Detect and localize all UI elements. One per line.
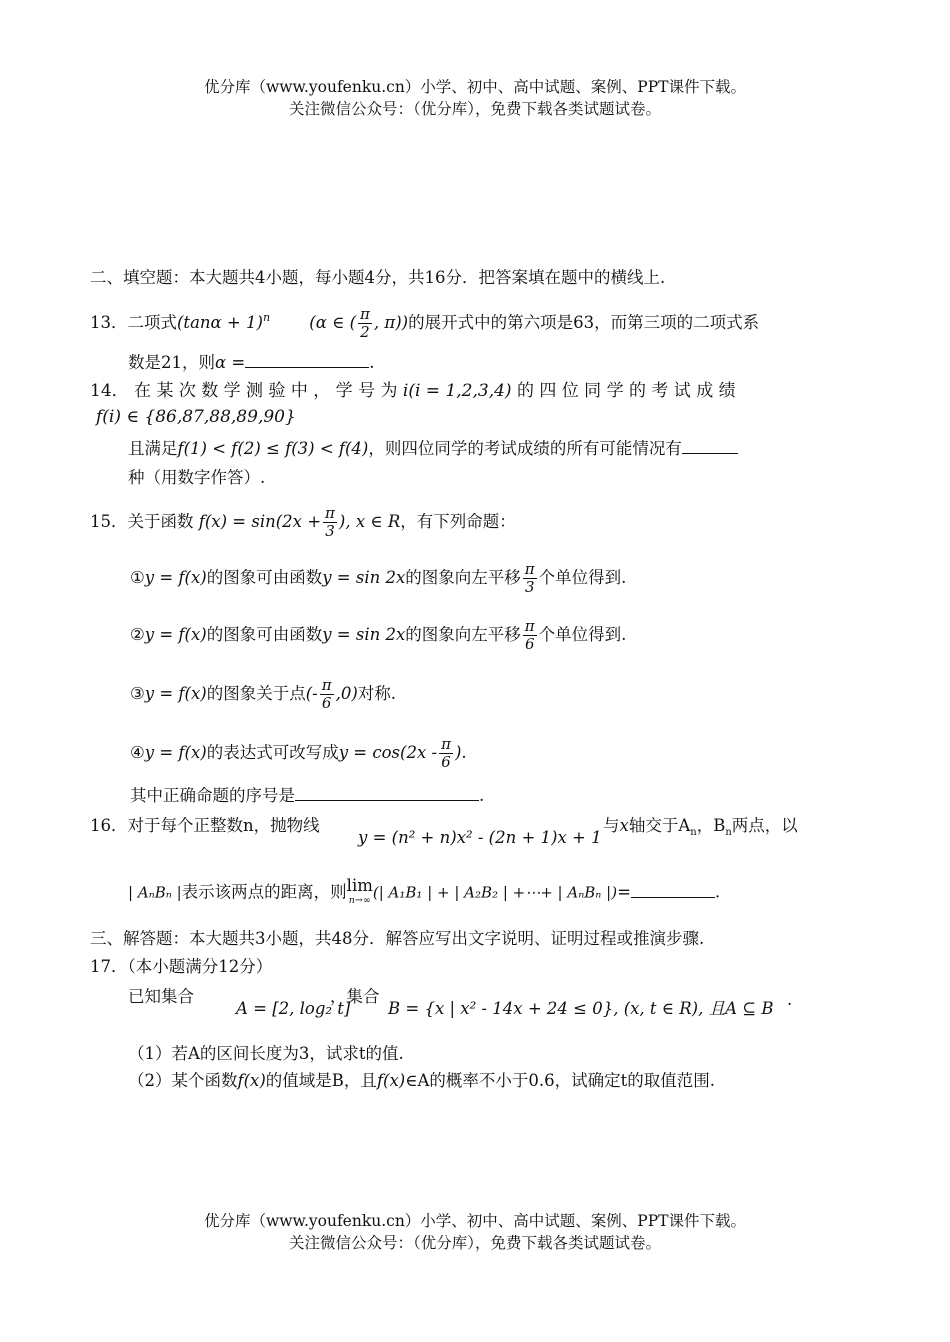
q15-s1-text-3: 个单位得到. xyxy=(538,568,627,587)
q16-x-var: x xyxy=(619,816,629,835)
q16-text-6: 表示该两点的距离，则 xyxy=(181,882,347,902)
q15-fraction-pi-over-3 xyxy=(323,505,337,540)
question-14-line-4: 种（用数字作答）. xyxy=(128,468,266,487)
q15-frac-num: π xyxy=(325,504,335,522)
q15-s1-frac-den: 3 xyxy=(524,578,535,596)
q15-s1-text-2: 的图象向左平移 xyxy=(405,568,521,587)
q16-lim-word: lim xyxy=(346,876,373,895)
q13-frac-den: 2 xyxy=(360,323,370,341)
q15-s2-func: y = f(x) xyxy=(144,625,207,644)
q15-s1-marker: ① xyxy=(130,568,145,587)
question-14-line-3 xyxy=(128,436,738,461)
question-14-line-2: f(i) ∈ {86,87,88,89,90} xyxy=(96,407,296,427)
question-15-line-1 xyxy=(90,505,516,540)
q15-s2-sin: y = sin 2x xyxy=(322,625,406,644)
footer-line-2: 关注微信公众号：（优分库），免费下载各类试题试卷。 xyxy=(288,1234,661,1252)
footer-line-1: 优分库（www.youfenku.cn）小学、初中、高中试题、案例、PPT课件下载。 xyxy=(203,1212,747,1230)
q15-s1-text-1: 的图象可由函数 xyxy=(206,568,323,587)
q17-p2-text-2: 的值域是B，且 xyxy=(265,1071,377,1090)
q15-s4-fraction xyxy=(439,736,453,771)
q15-s2-text-3: 个单位得到. xyxy=(538,625,627,644)
q13-text-1: 二项式 xyxy=(127,313,177,332)
q17-set-a: A = [2, log₂ t] xyxy=(236,999,351,1018)
q15-s3-marker: ③ xyxy=(130,684,145,703)
q15-s4-cos-end: ) xyxy=(454,743,462,762)
q14-condition: f(1) < f(2) ≤ f(3) < f(4) xyxy=(177,439,369,458)
q16-distance-notation: | AₙBₙ | xyxy=(128,883,182,902)
q16-answer-blank[interactable] xyxy=(631,880,715,898)
q16-sub-n-2: n xyxy=(725,827,732,838)
q13-exponent: n xyxy=(262,311,271,324)
question-16-line-2 xyxy=(128,878,720,908)
q15-s4-func: y = f(x) xyxy=(144,743,207,762)
q15-s4-marker: ④ xyxy=(130,743,145,762)
q16-parabola-eq: y = (n² + n)x² - (2n + 1)x + 1 xyxy=(358,828,602,847)
q15-s4-frac-den: 6 xyxy=(441,753,451,771)
q16-lim-subscript: n→∞ xyxy=(348,895,371,906)
q15-statement-2 xyxy=(130,618,626,653)
q15-s3-func: y = f(x) xyxy=(144,684,207,703)
header-line-1: 优分库（www.youfenku.cn）小学、初中、高中试题、案例、PPT课件下载。 xyxy=(203,78,747,96)
q14-text-3a: 且满足 xyxy=(128,439,178,458)
q16-line-1-tail xyxy=(603,814,798,845)
q17-text-1: （本小题满分12分） xyxy=(127,957,273,976)
section-3-title: 三、解答题：本大题共3小题，共48分．解答应写出文字说明、证明过程或推演步骤. xyxy=(90,929,705,948)
q16-end: . xyxy=(714,882,721,902)
question-17-line-1 xyxy=(90,955,272,979)
q15-statement-3 xyxy=(130,677,396,712)
q13-answer-blank[interactable] xyxy=(245,350,369,368)
q13-condition-start: (α ∈ ( xyxy=(309,313,357,332)
q17-set-b: B = {x | x² - 14x + 24 ≤ 0}, (x, t ∈ R), 且A ⊆ B xyxy=(388,999,774,1018)
q15-s1-frac-num: π xyxy=(524,560,535,578)
q15-frac-den: 3 xyxy=(325,522,335,540)
q15-s4-cos-start: y = cos(2x - xyxy=(338,743,438,762)
q15-answer-blank[interactable] xyxy=(295,783,479,801)
q16-sub-n-1: n xyxy=(690,827,697,838)
q14-text-3b: ，则四位同学的考试成绩的所有可能情况有 xyxy=(368,439,682,458)
q15-s4-text-2: . xyxy=(461,743,467,762)
q13-end: . xyxy=(369,353,375,372)
q15-s1-func: y = f(x) xyxy=(144,568,207,587)
q15-s3-point-start: (- xyxy=(305,684,318,703)
q15-s3-text-1: 的图象关于点 xyxy=(206,684,306,703)
q16-text-1: 对于每个正整数n，抛物线 xyxy=(127,816,320,835)
q16-sum-expr: (| A₁B₁ | + | A₂B₂ | +⋯+ | AₙBₙ |) xyxy=(372,883,618,902)
q15-s2-fraction xyxy=(523,618,537,653)
q13-fraction-pi-over-2 xyxy=(358,306,372,341)
q15-s2-text-2: 的图象向左平移 xyxy=(405,625,521,644)
question-13-line-1 xyxy=(90,306,759,341)
q13-condition-end: , π)) xyxy=(373,313,409,332)
q16-number: 16． xyxy=(90,816,128,835)
q17-p2-text-3: ∈A的概率不小于0.6，试确定t的取值范围. xyxy=(405,1071,715,1090)
q13-frac-num: π xyxy=(360,305,370,323)
q15-text-2: ，有下列命题： xyxy=(400,512,516,531)
q15-s2-text-1: 的图象可由函数 xyxy=(206,625,323,644)
q17-number: 17． xyxy=(90,957,128,976)
q14-text-1: 14． 在 某 次 数 学 测 验 中 ， 学 号 为 xyxy=(90,381,398,401)
q15-statement-1 xyxy=(130,561,626,596)
q15-s4-text-1: 的表达式可改写成 xyxy=(206,743,339,762)
q14-index-expr: i(i = 1,2,3,4) xyxy=(402,381,512,401)
q15-s3-frac-num: π xyxy=(321,676,332,694)
question-17-line-2-label: 已知集合 xyxy=(128,987,194,1006)
q15-last-end: . xyxy=(479,786,485,805)
q15-s3-fraction xyxy=(320,677,334,712)
q15-s2-frac-den: 6 xyxy=(524,635,535,653)
question-14-line-1 xyxy=(90,379,736,403)
q15-s3-frac-den: 6 xyxy=(321,694,332,712)
q15-s1-sin: y = sin 2x xyxy=(322,568,406,587)
q13-text-2: 的展开式中的第六项是63，而第三项的二项式系 xyxy=(408,313,760,332)
q17-text-3: ，集合 xyxy=(330,987,380,1006)
q16-text-5: 两点，以 xyxy=(731,816,798,835)
q15-function-start: f(x) = sin(2x + xyxy=(198,512,322,531)
q13-answer-label: α = xyxy=(215,353,246,372)
q16-limit xyxy=(347,878,373,908)
q15-last-text: 其中正确命题的序号是 xyxy=(130,786,295,805)
q13-number: 13． xyxy=(90,313,128,332)
q15-s3-text-2: 对称. xyxy=(357,684,397,703)
q15-s3-point-end: ,0) xyxy=(335,684,358,703)
q16-text-4: ，B xyxy=(696,816,726,835)
q13-binomial-expr: (tanα + 1) xyxy=(177,313,263,332)
q16-text-2: 与 xyxy=(603,816,620,835)
q16-text-3: 轴交于A xyxy=(628,816,691,835)
q16-equals: = xyxy=(617,882,631,902)
q15-s2-marker: ② xyxy=(130,625,145,644)
q14-text-1b: 的 四 位 同 学 的 考 试 成 绩 xyxy=(516,381,736,401)
q15-text-1: 关于函数 xyxy=(127,512,194,531)
q15-s4-frac-num: π xyxy=(441,735,451,753)
q17-set-end: . xyxy=(787,990,793,1009)
q17-p2-func-2: f(x) xyxy=(376,1071,406,1090)
q17-part-2 xyxy=(128,1069,715,1093)
q17-p2-text-1: （2）某个函数 xyxy=(128,1071,238,1090)
q15-statement-4 xyxy=(130,736,467,771)
question-13-line-2 xyxy=(128,350,374,375)
q15-last-line xyxy=(130,783,484,808)
q15-number: 15． xyxy=(90,512,128,531)
section-2-title: 二、填空题：本大题共4小题，每小题4分，共16分．把答案填在题中的横线上. xyxy=(90,268,666,287)
q15-s1-fraction xyxy=(523,561,537,596)
header-line-2: 关注微信公众号：（优分库），免费下载各类试题试卷。 xyxy=(288,100,661,118)
question-16-line-1 xyxy=(90,814,320,838)
q13-text-3: 数是21，则 xyxy=(128,353,215,372)
q14-answer-blank[interactable] xyxy=(682,436,738,454)
q17-p2-func-1: f(x) xyxy=(237,1071,266,1090)
q15-s2-frac-num: π xyxy=(524,617,535,635)
q17-part-1: （1）若A的区间长度为3，试求t的值. xyxy=(128,1044,404,1063)
q15-function-end: ), x ∈ R xyxy=(338,512,401,531)
